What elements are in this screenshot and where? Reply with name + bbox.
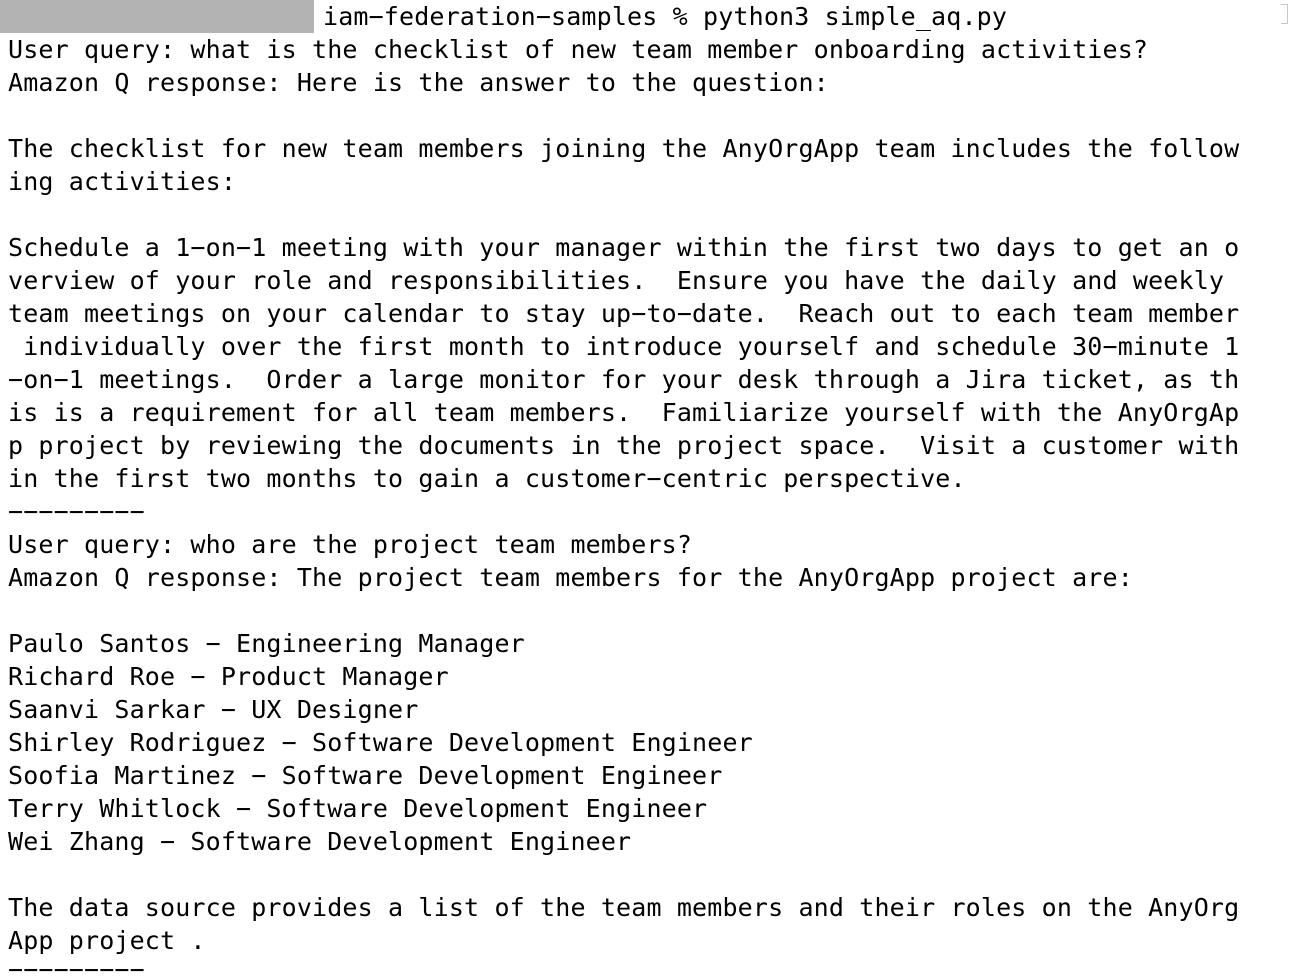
output-line: in the first two months to gain a customer−centric perspective. — [8, 464, 966, 493]
output-line: −on−1 meetings. Order a large monitor for your desk through a Jira ticket, as th — [8, 365, 1240, 394]
output-line: individually over the first month to introduce yourself and schedule 30−minute 1 — [8, 332, 1240, 361]
team-member-line: Paulo Santos − Engineering Manager — [8, 629, 525, 658]
separator-line: −−−−−−−−− — [8, 497, 145, 526]
team-member-line: Terry Whitlock − Software Development Engineer — [8, 794, 708, 823]
output-line: ing activities: — [8, 167, 237, 196]
team-member-line: Wei Zhang − Software Development Engineer — [8, 827, 632, 856]
output-line-response-1: Amazon Q response: Here is the answer to the question: — [8, 68, 829, 97]
output-line: The checklist for new team members joining the AnyOrgApp team includes the follow — [8, 134, 1240, 163]
separator-line: −−−−−−−−− — [8, 955, 145, 980]
output-line: App project . — [8, 926, 206, 955]
team-member-line: Saanvi Sarkar − UX Designer — [8, 695, 419, 724]
team-member-line: Shirley Rodriguez − Software Development Engineer — [8, 728, 753, 757]
scrollbar-marker[interactable] — [1281, 4, 1288, 24]
output-line: team meetings on your calendar to stay up−to−date. Reach out to each team member — [8, 299, 1240, 328]
output-line: Schedule a 1−on−1 meeting with your manager within the first two days to get an o — [8, 233, 1240, 262]
team-member-line: Soofia Martinez − Software Development Engineer — [8, 761, 723, 790]
output-line-user-query-2: User query: who are the project team members? — [8, 530, 693, 559]
output-line-user-query-1: User query: what is the checklist of new team member onboarding activities? — [8, 35, 1149, 64]
team-member-line: Richard Roe − Product Manager — [8, 662, 449, 691]
output-line: p project by reviewing the documents in the project space. Visit a customer with — [8, 431, 1240, 460]
output-line: verview of your role and responsibilities. Ensure you have the daily and weekly — [8, 266, 1240, 295]
redacted-username-block — [0, 0, 314, 33]
output-line: is is a requirement for all team members. Familiarize yourself with the AnyOrgAp — [8, 398, 1240, 427]
command-prompt: iam−federation−samples % python3 simple_aq.py — [323, 2, 1008, 31]
output-line: The data source provides a list of the team members and their roles on the AnyOrg — [8, 893, 1240, 922]
output-line-response-2: Amazon Q response: The project team members for the AnyOrgApp project are: — [8, 563, 1133, 592]
